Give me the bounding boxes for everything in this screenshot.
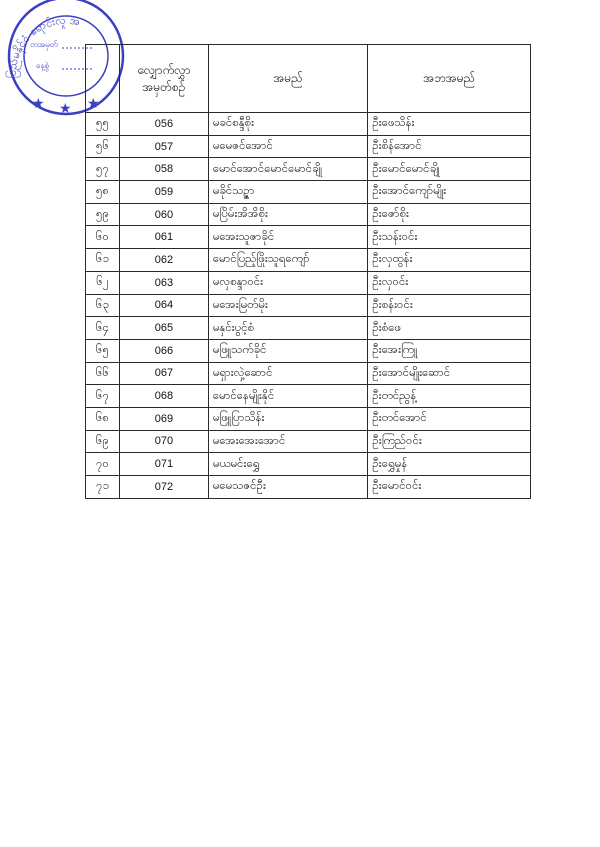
row-number-cell: ၅၈ bbox=[86, 181, 120, 204]
row-number-cell: ၆၄ bbox=[86, 317, 120, 340]
row-number-cell: ၆၅ bbox=[86, 339, 120, 362]
header-code-line1: လျှောက်လွှာ bbox=[137, 62, 191, 77]
table-row bbox=[86, 476, 531, 499]
father-name-cell: ဦးလှထွန်း bbox=[368, 249, 531, 272]
table-row bbox=[86, 181, 531, 204]
stamp-line2: နေ့စွဲ bbox=[36, 61, 49, 70]
row-number-cell: ၆၆ bbox=[86, 362, 120, 385]
table-row bbox=[86, 135, 531, 158]
application-number-cell: 064 bbox=[119, 294, 208, 317]
application-number-cell: 059 bbox=[119, 181, 208, 204]
name-cell: မအေးအေးအောင် bbox=[208, 430, 368, 453]
application-number-cell: 067 bbox=[119, 362, 208, 385]
name-cell: မောင်အောင်မောင်မောင်ချို bbox=[208, 158, 368, 181]
father-name-cell: ဦးသန်းဝင်း bbox=[368, 226, 531, 249]
stamp-star-right: ★ bbox=[87, 96, 100, 112]
header-number bbox=[86, 45, 120, 113]
name-cell: မယမင်းရွှေ bbox=[208, 453, 368, 476]
name-cell: မခိုင်သဥ္ဇာ bbox=[208, 181, 368, 204]
header-father-name: အဘအမည် bbox=[368, 45, 531, 113]
name-cell: မောင်နေမျိုးနိုင် bbox=[208, 385, 368, 408]
row-number-cell: ၅၉ bbox=[86, 203, 120, 226]
table-row bbox=[86, 226, 531, 249]
table-row bbox=[86, 362, 531, 385]
father-name-cell: ဦးတင်ညွန့် bbox=[368, 385, 531, 408]
table-row bbox=[86, 271, 531, 294]
father-name-cell: ဦးကြည်ဝင်း bbox=[368, 430, 531, 453]
header-name: အမည် bbox=[208, 45, 368, 113]
father-name-cell: ဦးရွှေမှုန် bbox=[368, 453, 531, 476]
father-name-cell: ဦးလှဝင်း bbox=[368, 271, 531, 294]
row-number-cell: ၆၂ bbox=[86, 271, 120, 294]
row-number-cell: ၅၅ bbox=[86, 113, 120, 136]
stamp-line1: တအမှတ် bbox=[30, 40, 58, 49]
application-number-cell: 071 bbox=[119, 453, 208, 476]
stamp-arc-text: ပြည်မနိုင်ငံ ရောင်းလူ အ bbox=[5, 13, 81, 79]
applicant-table bbox=[85, 44, 531, 499]
father-name-cell: ဦးအေးကြူ bbox=[368, 339, 531, 362]
application-number-cell: 063 bbox=[119, 271, 208, 294]
stamp-star-left: ★ bbox=[32, 96, 45, 112]
application-number-cell: 065 bbox=[119, 317, 208, 340]
father-name-cell: ဦးဇော်စိုး bbox=[368, 203, 531, 226]
row-number-cell: ၅၇ bbox=[86, 158, 120, 181]
table-row bbox=[86, 294, 531, 317]
father-name-cell: ဦးတင်အောင် bbox=[368, 407, 531, 430]
application-number-cell: 056 bbox=[119, 113, 208, 136]
father-name-cell: ဦးဖေသိန်း bbox=[368, 113, 531, 136]
application-number-cell: 060 bbox=[119, 203, 208, 226]
application-number-cell: 057 bbox=[119, 135, 208, 158]
table-row bbox=[86, 430, 531, 453]
name-cell: မောင်ပြည့်ဖြိုးသူရကျော် bbox=[208, 249, 368, 272]
table-row bbox=[86, 385, 531, 408]
row-number-cell: ၅၆ bbox=[86, 135, 120, 158]
row-number-cell: ၆၀ bbox=[86, 226, 120, 249]
table-row bbox=[86, 203, 531, 226]
father-name-cell: ဦးမောင်မောင်ချို bbox=[368, 158, 531, 181]
application-number-cell: 068 bbox=[119, 385, 208, 408]
row-number-cell: ၆၃ bbox=[86, 294, 120, 317]
table-row bbox=[86, 113, 531, 136]
table-row bbox=[86, 158, 531, 181]
name-cell: မပြိမ်းအိအိစိုး bbox=[208, 203, 368, 226]
name-cell: မမေသဇင်ဦး bbox=[208, 476, 368, 499]
stamp-star-center: ★ bbox=[59, 101, 72, 117]
name-cell: မခင်စန္ဒီစိုး bbox=[208, 113, 368, 136]
table-row bbox=[86, 317, 531, 340]
father-name-cell: ဦးစန်းဝင်း bbox=[368, 294, 531, 317]
row-number-cell: ၆၉ bbox=[86, 430, 120, 453]
name-cell: မဖြူပြာသိန်း bbox=[208, 407, 368, 430]
header-code-line2: အမှတ်စဉ် bbox=[142, 79, 186, 94]
name-cell: မအေးမြတ်မိုး bbox=[208, 294, 368, 317]
application-number-cell: 062 bbox=[119, 249, 208, 272]
row-number-cell: ၇၁ bbox=[86, 476, 120, 499]
row-number-cell: ၆၈ bbox=[86, 407, 120, 430]
name-cell: မဖြူသက်ခိုင် bbox=[208, 339, 368, 362]
row-number-cell: ၆၁ bbox=[86, 249, 120, 272]
name-cell: မရှားလှဲ့ဆောင် bbox=[208, 362, 368, 385]
table-body bbox=[86, 113, 531, 499]
application-number-cell: 061 bbox=[119, 226, 208, 249]
row-number-cell: ၇၀ bbox=[86, 453, 120, 476]
table-row bbox=[86, 453, 531, 476]
name-cell: မနှင်းပွင့်စံ bbox=[208, 317, 368, 340]
father-name-cell: ဦးအောင်မျိုးဆောင် bbox=[368, 362, 531, 385]
table-header-row bbox=[86, 45, 531, 113]
application-number-cell: 066 bbox=[119, 339, 208, 362]
application-number-cell: 072 bbox=[119, 476, 208, 499]
father-name-cell: ဦးအောင်ကျော်မျိုး bbox=[368, 181, 531, 204]
name-cell: မလှစန္ဒာဝင်း bbox=[208, 271, 368, 294]
father-name-cell: ဦးစံဖေ bbox=[368, 317, 531, 340]
application-number-cell: 069 bbox=[119, 407, 208, 430]
father-name-cell: ဦးမောင်ဝင်း bbox=[368, 476, 531, 499]
name-cell: မမေဇင်အောင် bbox=[208, 135, 368, 158]
table-row bbox=[86, 339, 531, 362]
header-application-number bbox=[119, 45, 208, 113]
table-row bbox=[86, 249, 531, 272]
application-number-cell: 058 bbox=[119, 158, 208, 181]
table-row bbox=[86, 407, 531, 430]
name-cell: မအေးသူဇာခိုင် bbox=[208, 226, 368, 249]
application-number-cell: 070 bbox=[119, 430, 208, 453]
father-name-cell: ဦးစိန်အောင် bbox=[368, 135, 531, 158]
row-number-cell: ၆၇ bbox=[86, 385, 120, 408]
